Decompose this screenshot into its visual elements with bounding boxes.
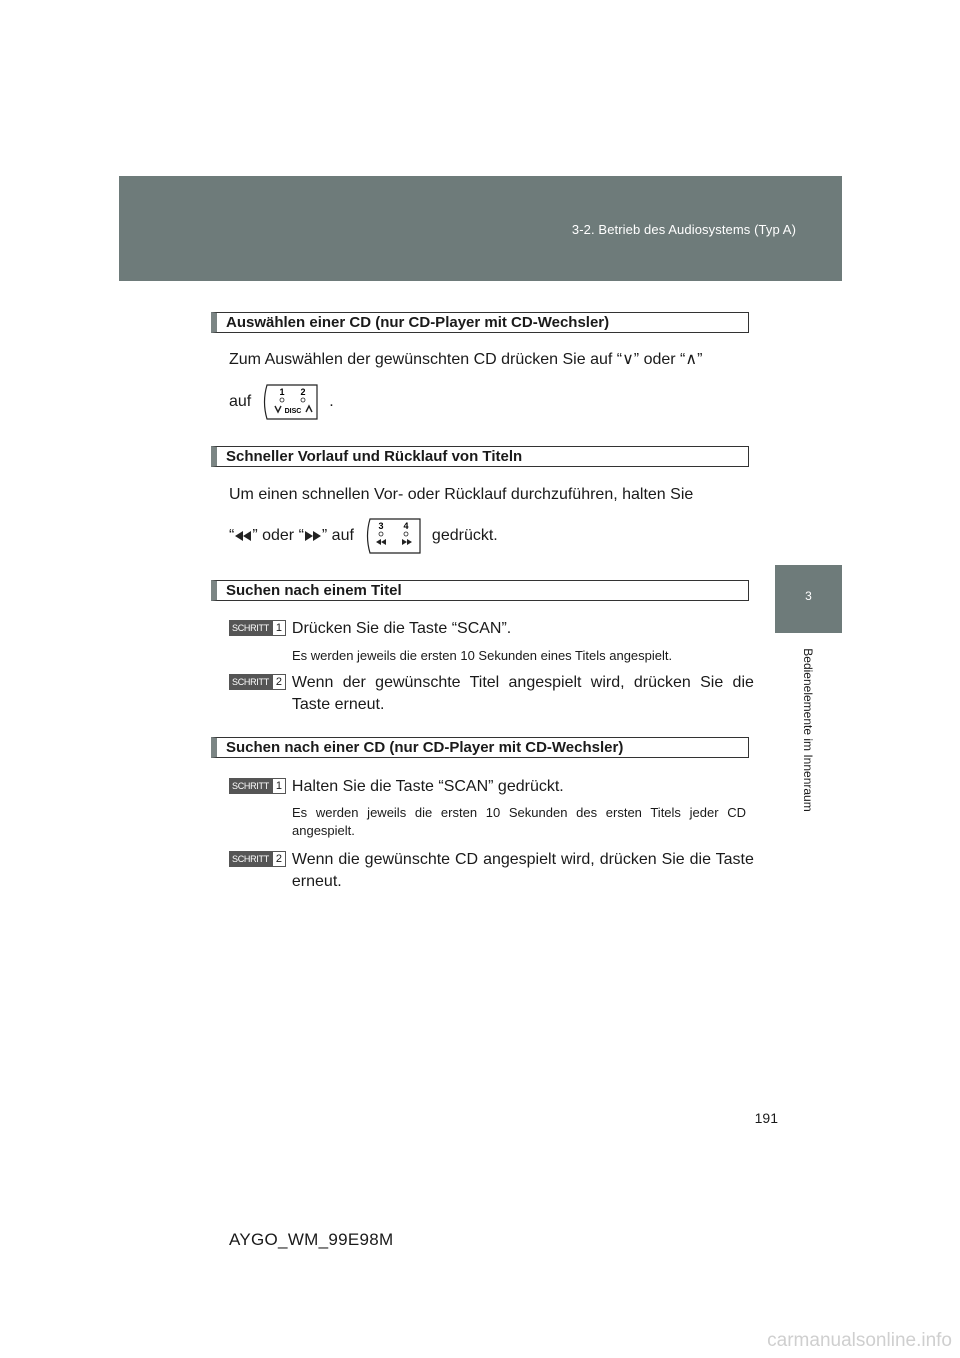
header-bar [119, 176, 842, 281]
search-cd-step-1-note: Es werden jeweils die ersten 10 Sekunden des ersten Titels jeder CD angespielt. [292, 805, 746, 838]
auf-text: ” auf [321, 527, 354, 544]
search-title-step-1 [229, 618, 754, 640]
step-badge [229, 851, 286, 867]
step-badge-number: 2 [272, 851, 286, 867]
select-cd-auf: auf [229, 393, 252, 410]
fast-forward-line2 [229, 516, 498, 556]
search-cd-step-1 [229, 776, 754, 798]
step-text: Wenn der gewünschte Titel angespielt wird, drücken Sie die Taste erneut. [291, 674, 754, 713]
step-badge-label: SCHRITT [229, 851, 272, 867]
rewind-icon [234, 531, 252, 541]
step-text: Halten Sie die Taste “SCAN” gedrückt. [291, 778, 564, 795]
chapter-tab [775, 565, 842, 633]
search-cd-step-2 [229, 849, 754, 893]
step-badge-label: SCHRITT [229, 620, 272, 636]
select-cd-line2 [229, 382, 334, 422]
pressed-text: gedrückt. [431, 527, 498, 544]
rf-button-num-3: 3 [378, 521, 384, 531]
step-badge-number: 1 [272, 620, 286, 636]
chapter-side-label-text: Bedienelemente im Innenraum [801, 648, 815, 812]
rf-button-num-4: 4 [403, 521, 409, 531]
section-heading-search-title: Suchen nach einem Titel [211, 580, 749, 601]
section-heading-search-cd: Suchen nach einer CD (nur CD-Player mit CD-Wechsler) [211, 737, 749, 758]
chapter-title: 3-2. Betrieb des Audiosystems (Typ A) [571, 222, 796, 237]
disc-button-num-1: 1 [279, 387, 285, 397]
step-badge [229, 674, 286, 690]
step-text: Wenn die gewünschte CD angespielt wird, drücken Sie die Taste erneut. [291, 851, 754, 890]
page-number: 191 [754, 1110, 778, 1126]
step-badge-label: SCHRITT [229, 778, 272, 794]
search-title-step-2 [229, 672, 754, 716]
chapter-tab-number: 3 [805, 589, 812, 603]
disc-button-label: DISC [284, 408, 302, 415]
step-badge-number: 2 [272, 674, 286, 690]
section-heading-fast-forward: Schneller Vorlauf und Rücklauf von Titeln [211, 446, 749, 467]
step-badge-label: SCHRITT [229, 674, 272, 690]
disc-button-icon [261, 383, 319, 421]
step-badge-number: 1 [272, 778, 286, 794]
select-cd-text: Zum Auswählen der gewünschten CD drücken Sie auf “∨” oder “∧” [229, 351, 703, 368]
or-text: ” oder “ [252, 527, 304, 544]
fast-forward-icon [304, 531, 322, 541]
step-text: Drücken Sie die Taste “SCAN”. [291, 620, 512, 637]
section-heading-select-cd: Auswählen einer CD (nur CD-Player mit CD-Wechsler) [211, 312, 749, 333]
step-badge [229, 620, 286, 636]
disc-button-num-2: 2 [300, 387, 306, 397]
document-code: AYGO_WM_99E98M [229, 1230, 394, 1249]
watermark: carmanualsonline.info [767, 1330, 952, 1351]
select-cd-period: . [329, 393, 334, 410]
quote-open: “ [229, 527, 235, 544]
rewind-forward-button-icon [364, 517, 422, 555]
fast-forward-text: Um einen schnellen Vor- oder Rücklauf durchzuführen, halten Sie [229, 486, 694, 503]
search-title-step-1-note: Es werden jeweils die ersten 10 Sekunden eines Titels angespielt. [292, 648, 673, 663]
step-badge [229, 778, 286, 794]
